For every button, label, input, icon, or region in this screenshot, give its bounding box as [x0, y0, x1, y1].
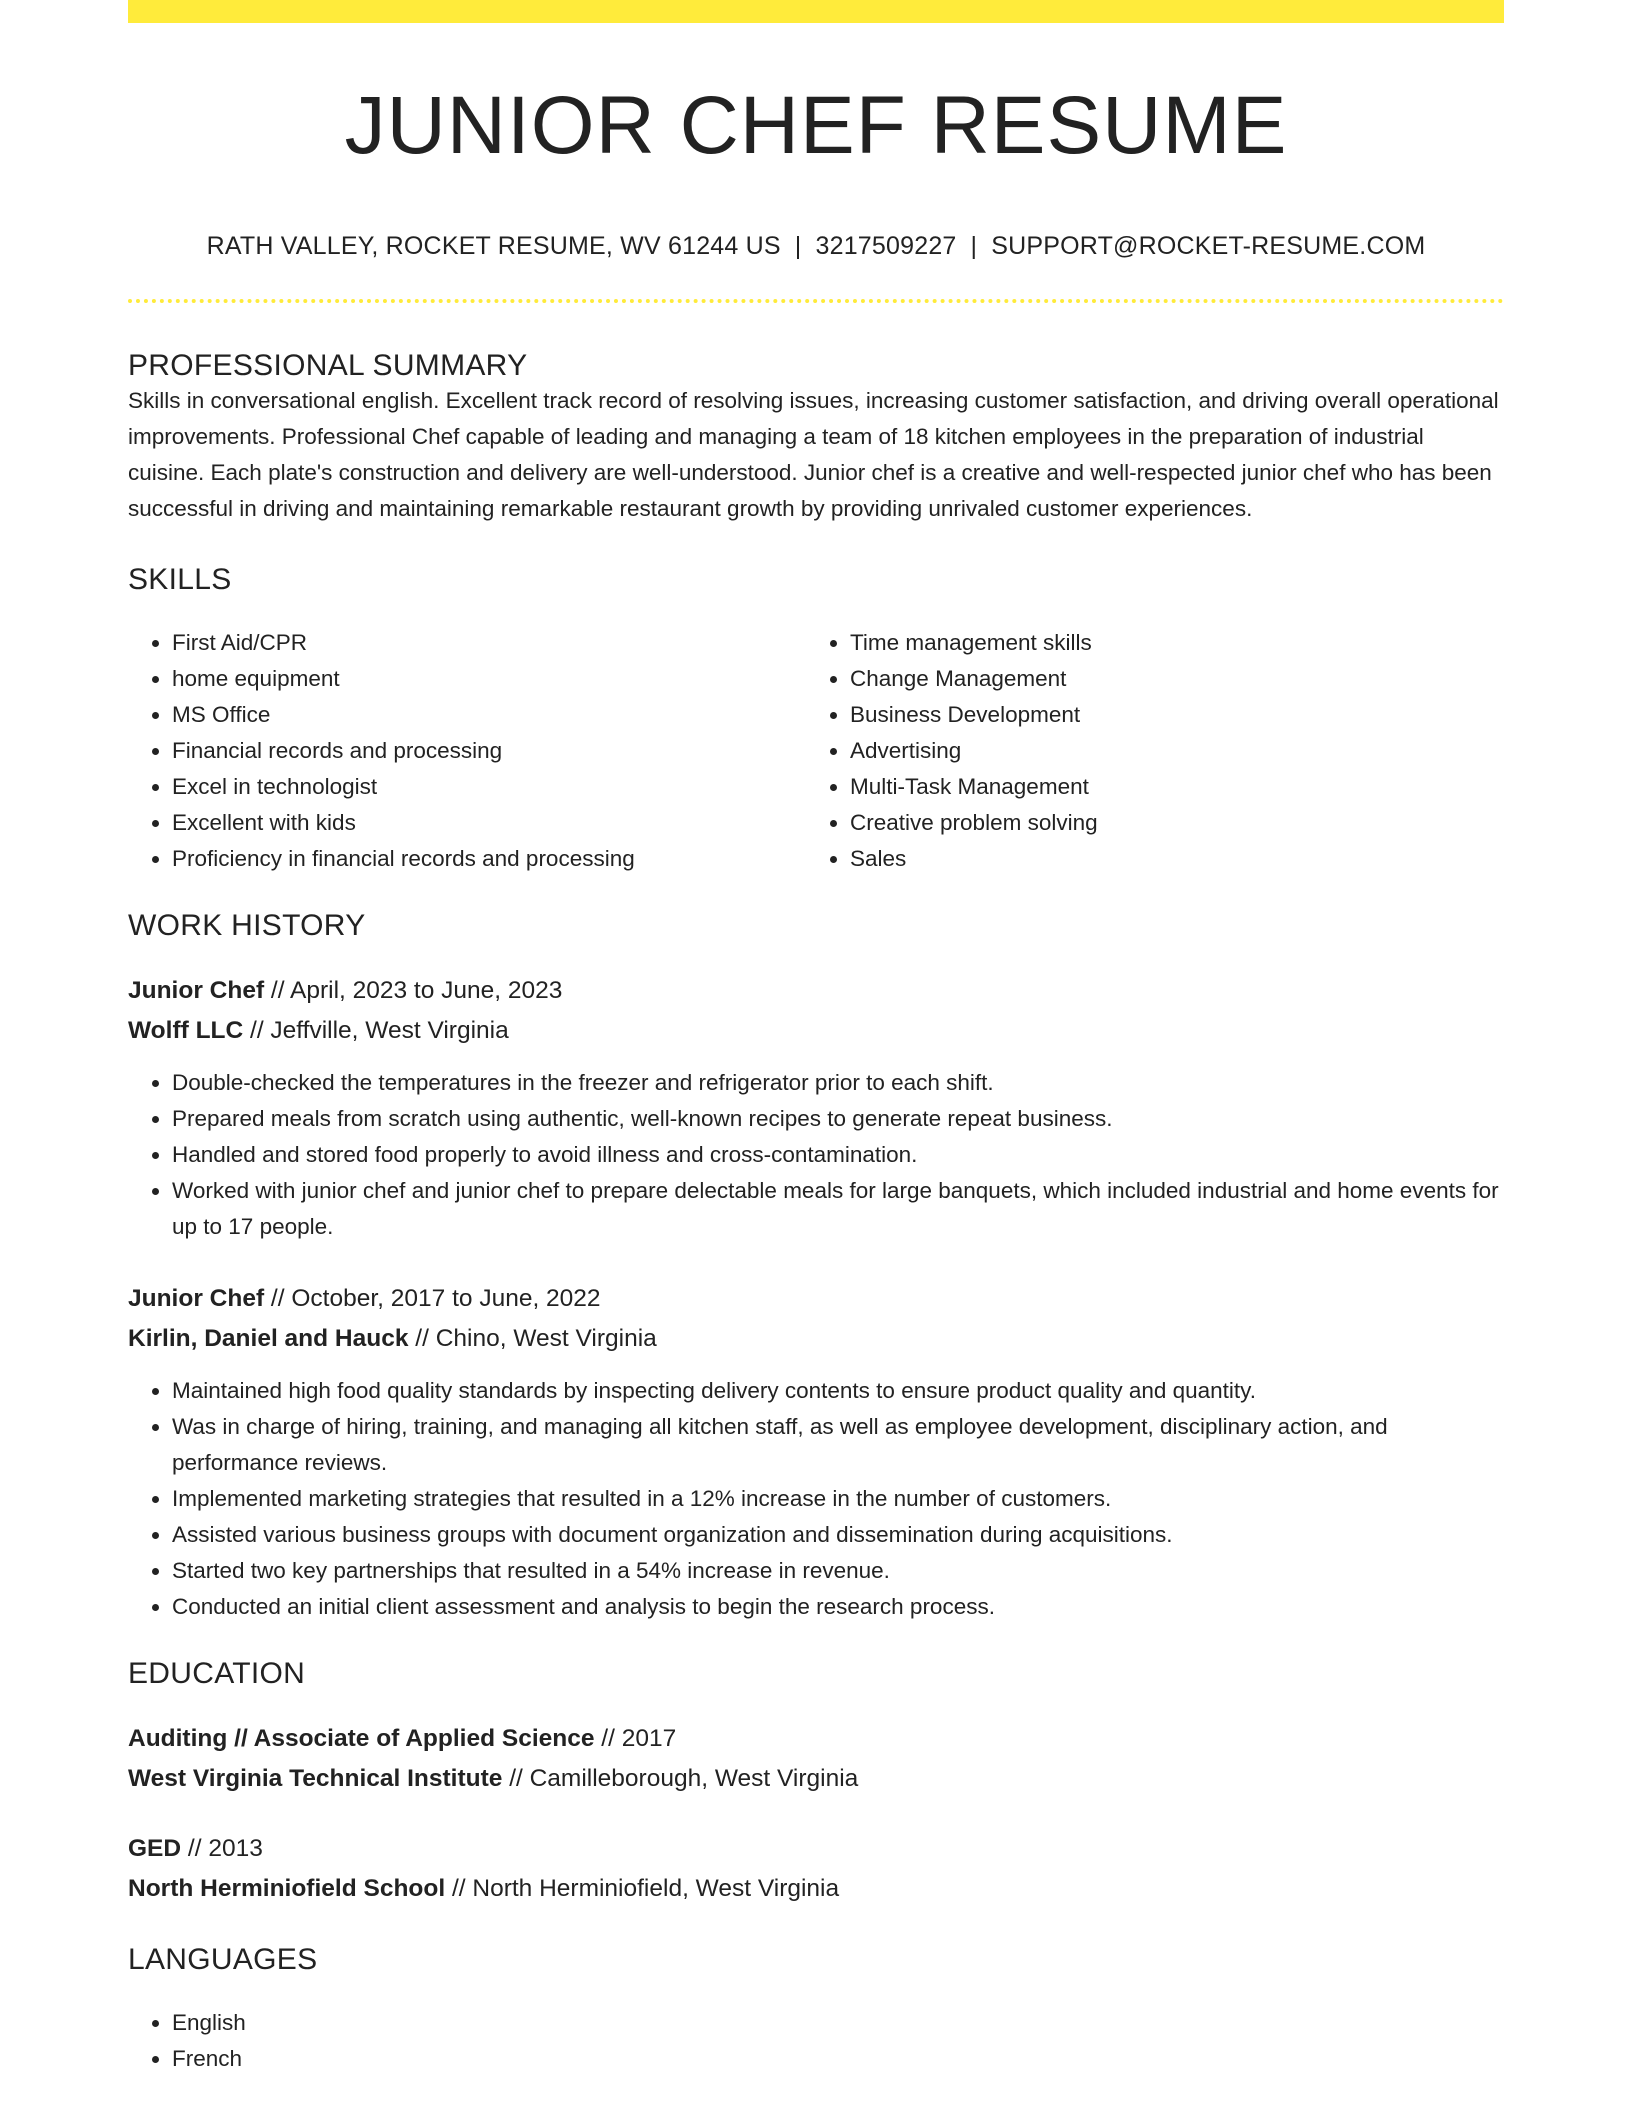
education-entry: [128, 1719, 1504, 1799]
job-role-line: [128, 1279, 1504, 1319]
skill-item: • First Aid/CPR: [172, 625, 806, 661]
resume-page: [128, 0, 1504, 2077]
summary-section: [128, 349, 1504, 527]
section-title-skills: SKILLS: [128, 563, 232, 597]
education-degree-line: [128, 1719, 1504, 1759]
job-bullet: • Conducted an initial client assessment and analysis to begin the research process.: [172, 1589, 1504, 1625]
job-role: Junior Chef: [128, 977, 265, 1005]
job-entry: [128, 971, 1504, 1245]
job-bullets: [128, 1373, 1504, 1625]
job-company: Wolff LLC: [128, 1017, 244, 1045]
contact-separator: |: [794, 232, 802, 261]
skills-grid: [128, 625, 1504, 877]
job-bullet: • Maintained high food quality standards by inspecting delivery contents to ensure product quality and quantity.: [172, 1373, 1504, 1409]
contact-separator: |: [970, 232, 978, 261]
job-bullet: • Assisted various business groups with document organization and dissemination during acquisitions.: [172, 1517, 1504, 1553]
job-role: Junior Chef: [128, 1285, 265, 1313]
job-company: Kirlin, Daniel and Hauck: [128, 1325, 409, 1353]
job-bullet: • Handled and stored food properly to avoid illness and cross-contamination.: [172, 1137, 1504, 1173]
job-bullet: • Implemented marketing strategies that resulted in a 12% increase in the number of customers.: [172, 1481, 1504, 1517]
work-history-section: [128, 909, 1504, 1625]
education-degree-line: [128, 1829, 1504, 1869]
skill-item: • Change Management: [850, 661, 1484, 697]
job-entry: [128, 1279, 1504, 1625]
education-school-line: [128, 1759, 1504, 1799]
skill-item: • Proficiency in financial records and processing: [172, 841, 806, 877]
contact-email: SUPPORT@ROCKET-RESUME.COM: [991, 232, 1426, 261]
contact-line: [128, 231, 1504, 261]
education-degree: Auditing // Associate of Applied Science: [128, 1725, 595, 1753]
section-title-education: EDUCATION: [128, 1657, 306, 1691]
dotted-divider: [128, 299, 1504, 303]
education-section: [128, 1657, 1504, 1909]
section-title-summary: PROFESSIONAL SUMMARY: [128, 349, 528, 383]
language-item: • French: [172, 2041, 1504, 2077]
job-company-line: [128, 1319, 1504, 1359]
skill-item: • MS Office: [172, 697, 806, 733]
resume-title: JUNIOR CHEF RESUME: [344, 80, 1288, 171]
skill-item: • Creative problem solving: [850, 805, 1484, 841]
skill-item: • Advertising: [850, 733, 1484, 769]
education-year: // 2017: [594, 1725, 677, 1753]
job-bullet: • Was in charge of hiring, training, and managing all kitchen staff, as well as employee development, disciplinary action, and performance reviews.: [172, 1409, 1504, 1481]
contact-phone: 3217509227: [815, 232, 957, 261]
education-school: West Virginia Technical Institute: [128, 1765, 503, 1793]
skills-section: [128, 563, 1504, 877]
languages-section: [128, 1943, 1504, 2077]
skill-item: • Business Development: [850, 697, 1484, 733]
skills-list-right: [806, 625, 1484, 877]
education-location: // North Herminiofield, West Virginia: [445, 1875, 840, 1903]
skill-item: • Excellent with kids: [172, 805, 806, 841]
job-company-line: [128, 1011, 1504, 1051]
job-location: // Jeffville, West Virginia: [243, 1017, 509, 1045]
skill-item: • Sales: [850, 841, 1484, 877]
job-dates: // October, 2017 to June, 2022: [264, 1285, 601, 1313]
education-year: // 2013: [181, 1835, 263, 1863]
job-bullet: • Worked with junior chef and junior chef to prepare delectable meals for large banquets, which included industrial and home events for up to 17 people.: [172, 1173, 1504, 1245]
skill-item: • Time management skills: [850, 625, 1484, 661]
skill-item: • Excel in technologist: [172, 769, 806, 805]
section-title-languages: LANGUAGES: [128, 1943, 318, 1977]
job-bullets: [128, 1065, 1504, 1245]
job-role-line: [128, 971, 1504, 1011]
summary-text: Skills in conversational english. Excellent track record of resolving issues, increasing customer satisfaction, and driving overall operational improvements. Professional Chef capable of leading and managing a team of 18 kitchen employees in the preparation of industrial cuisine. Each plate's construction and delivery are well-understood. Junior chef is a creative and well-respected junior chef who has been successful in driving and maintaining remarkable restaurant growth by providing unrivaled customer experiences.: [128, 388, 1499, 522]
job-dates: // April, 2023 to June, 2023: [264, 977, 563, 1005]
job-bullet: • Prepared meals from scratch using authentic, well-known recipes to generate repeat business.: [172, 1101, 1504, 1137]
education-location: // Camilleborough, West Virginia: [502, 1765, 859, 1793]
education-school-line: [128, 1869, 1504, 1909]
top-accent-bar: [128, 0, 1504, 23]
skill-item: • home equipment: [172, 661, 806, 697]
skill-item: • Multi-Task Management: [850, 769, 1484, 805]
languages-list: [128, 2005, 1504, 2077]
education-school: North Herminiofield School: [128, 1875, 446, 1903]
education-entry: [128, 1829, 1504, 1909]
language-item: • English: [172, 2005, 1504, 2041]
contact-address: RATH VALLEY, ROCKET RESUME, WV 61244 US: [206, 232, 781, 261]
job-bullet: • Double-checked the temperatures in the freezer and refrigerator prior to each shift.: [172, 1065, 1504, 1101]
skill-item: • Financial records and processing: [172, 733, 806, 769]
job-bullet: • Started two key partnerships that resulted in a 54% increase in revenue.: [172, 1553, 1504, 1589]
job-location: // Chino, West Virginia: [408, 1325, 657, 1353]
section-title-work: WORK HISTORY: [128, 909, 366, 943]
skills-list-left: [128, 625, 806, 877]
education-degree: GED: [128, 1835, 182, 1863]
